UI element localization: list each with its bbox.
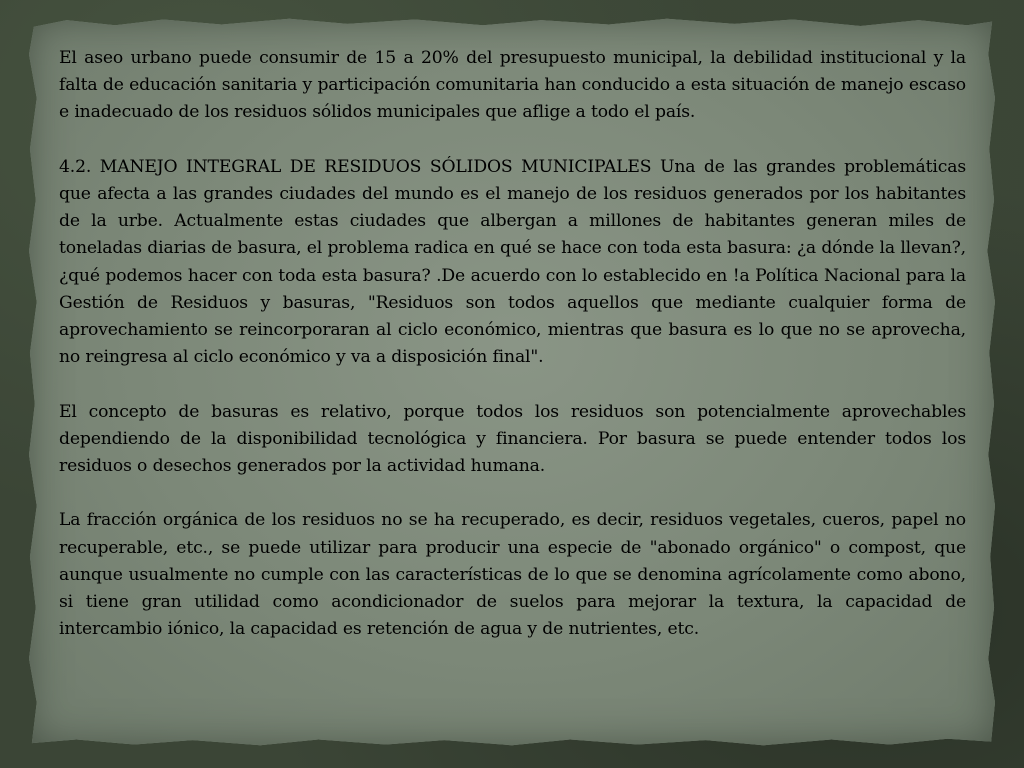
paragraph-integral-management: 4.2. MANEJO INTEGRAL DE RESIDUOS SÓLIDOS MUNICIPALES Una de las grandes problemáticas que afecta a las grandes ciudades del mundo es el manejo de los residuos generados por los habitantes de la urbe. Actualmente estas ciudades que albergan a millones de habitantes generan miles de toneladas diarias de basura, el problema radica en qué se hace con toda esta basura: ¿a dónde la llevan?, ¿qué podemos hacer con toda esta basura? .De acuerdo con lo establecido en !a Política Nacional para la Gestión de Residuos y basuras, "Residuos son todos aquellos que mediante cualquier forma de aprovechamiento se reincorporaran al ciclo económico, mientras que basura es lo que no se aprovecha, no reingresa al ciclo económico y va a disposición final". (59, 156, 966, 368)
paragraph-organic-fraction: La fracción orgánica de los residuos no se ha recuperado, es decir, residuos vegetales, cueros, papel no recuperable, etc., se puede utilizar para producir una especie de "abonado orgánico" o compost, que aunque usualmente no cumple con las características de lo que se denomina agrícolamente como abono, si tiene gran utilidad como acondicionador de suelos para mejorar la textura, la capacidad de intercambio iónico, la capacidad es retención de agua y de nutrientes, etc. (59, 510, 966, 640)
paragraph-urban-cleaning: El aseo urbano puede consumir de 15 a 20% del presupuesto municipal, la debilidad institucional y la falta de educación sanitaria y participación comunitaria han conducido a esta situación de manejo escaso e inadecuado de los residuos sólidos municipales que aflige a todo el país. (59, 48, 966, 123)
paragraph-waste-concept: El concepto de basuras es relativo, porque todos los residuos son potencialmente aprovechables dependiendo de la disponibilidad tecnológica y financiera. Por basura se puede entender todos los residuos o desechos generados por la actividad humana. (59, 401, 966, 477)
slide-body (59, 45, 966, 643)
